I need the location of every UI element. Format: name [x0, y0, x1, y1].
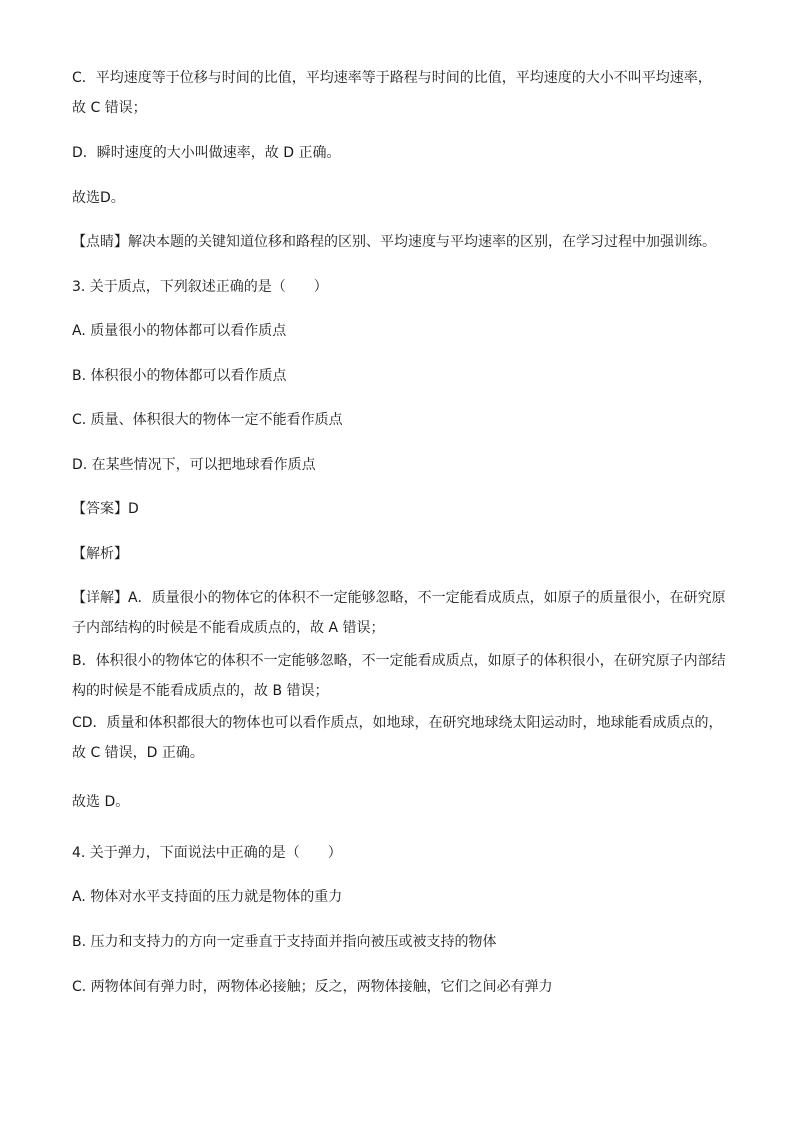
question-3-answer: 【答案】D [72, 501, 139, 517]
question-4-option-c: C. 两物体间有弹力时，两物体必接触；反之，两物体接触，它们之间必有弹力 [72, 979, 553, 995]
question-4-option-a: A. 物体对水平支持面的压力就是物体的重力 [72, 889, 343, 905]
analysis-heading: 【解析】 [72, 546, 128, 562]
answer-choice-line: 故选D。 [72, 190, 125, 206]
option-c-explanation-line-1: C．平均速度等于位移与时间的比值，平均速率等于路程与时间的比值，平均速度的大小不叫平均速率， [72, 70, 712, 86]
question-4-option-b: B. 压力和支持力的方向一定垂直于支持面并指向被压或被支持的物体 [72, 934, 497, 950]
detail-explanation-line-1: 【详解】A．质量很小的物体它的体积不一定能够忽略，不一定能看成质点，如原子的质量很小，在研究原 [72, 590, 726, 606]
detail-explanation-line-6: 故 C 错误，D 正确。 [72, 745, 204, 761]
question-3-option-b: B. 体积很小的物体都可以看作质点 [72, 368, 287, 384]
question-4-stem: 4. 关于弹力，下面说法中正确的是（ ） [72, 845, 342, 861]
question-3-option-c: C. 质量、体积很大的物体一定不能看作质点 [72, 412, 343, 428]
question-3-stem: 3. 关于质点，下列叙述正确的是（ ） [72, 279, 328, 295]
question-3-final-choice: 故选 D。 [72, 794, 130, 810]
key-point-note: 【点睛】解决本题的关键知道位移和路程的区别、平均速度与平均速率的区别，在学习过程中加强训练。 [72, 234, 716, 250]
option-c-explanation-line-2: 故 C 错误； [72, 100, 147, 116]
detail-explanation-line-4: 构的时候是不能看成质点的，故 B 错误； [72, 683, 329, 699]
detail-explanation-line-2: 子内部结构的时候是不能看成质点的，故 A 错误； [72, 620, 385, 636]
question-3-option-a: A. 质量很小的物体都可以看作质点 [72, 323, 287, 339]
option-d-explanation: D．瞬时速度的大小叫做速率，故 D 正确。 [72, 145, 341, 161]
detail-explanation-line-5: CD．质量和体积都很大的物体也可以看作质点，如地球，在研究地球绕太阳运动时，地球能看成质点的， [72, 715, 723, 731]
detail-explanation-line-3: B．体积很小的物体它的体积不一定能够忽略，不一定能看成质点，如原子的体积很小，在研究原子内部结 [72, 653, 726, 669]
question-3-option-d: D. 在某些情况下，可以把地球看作质点 [72, 457, 316, 473]
